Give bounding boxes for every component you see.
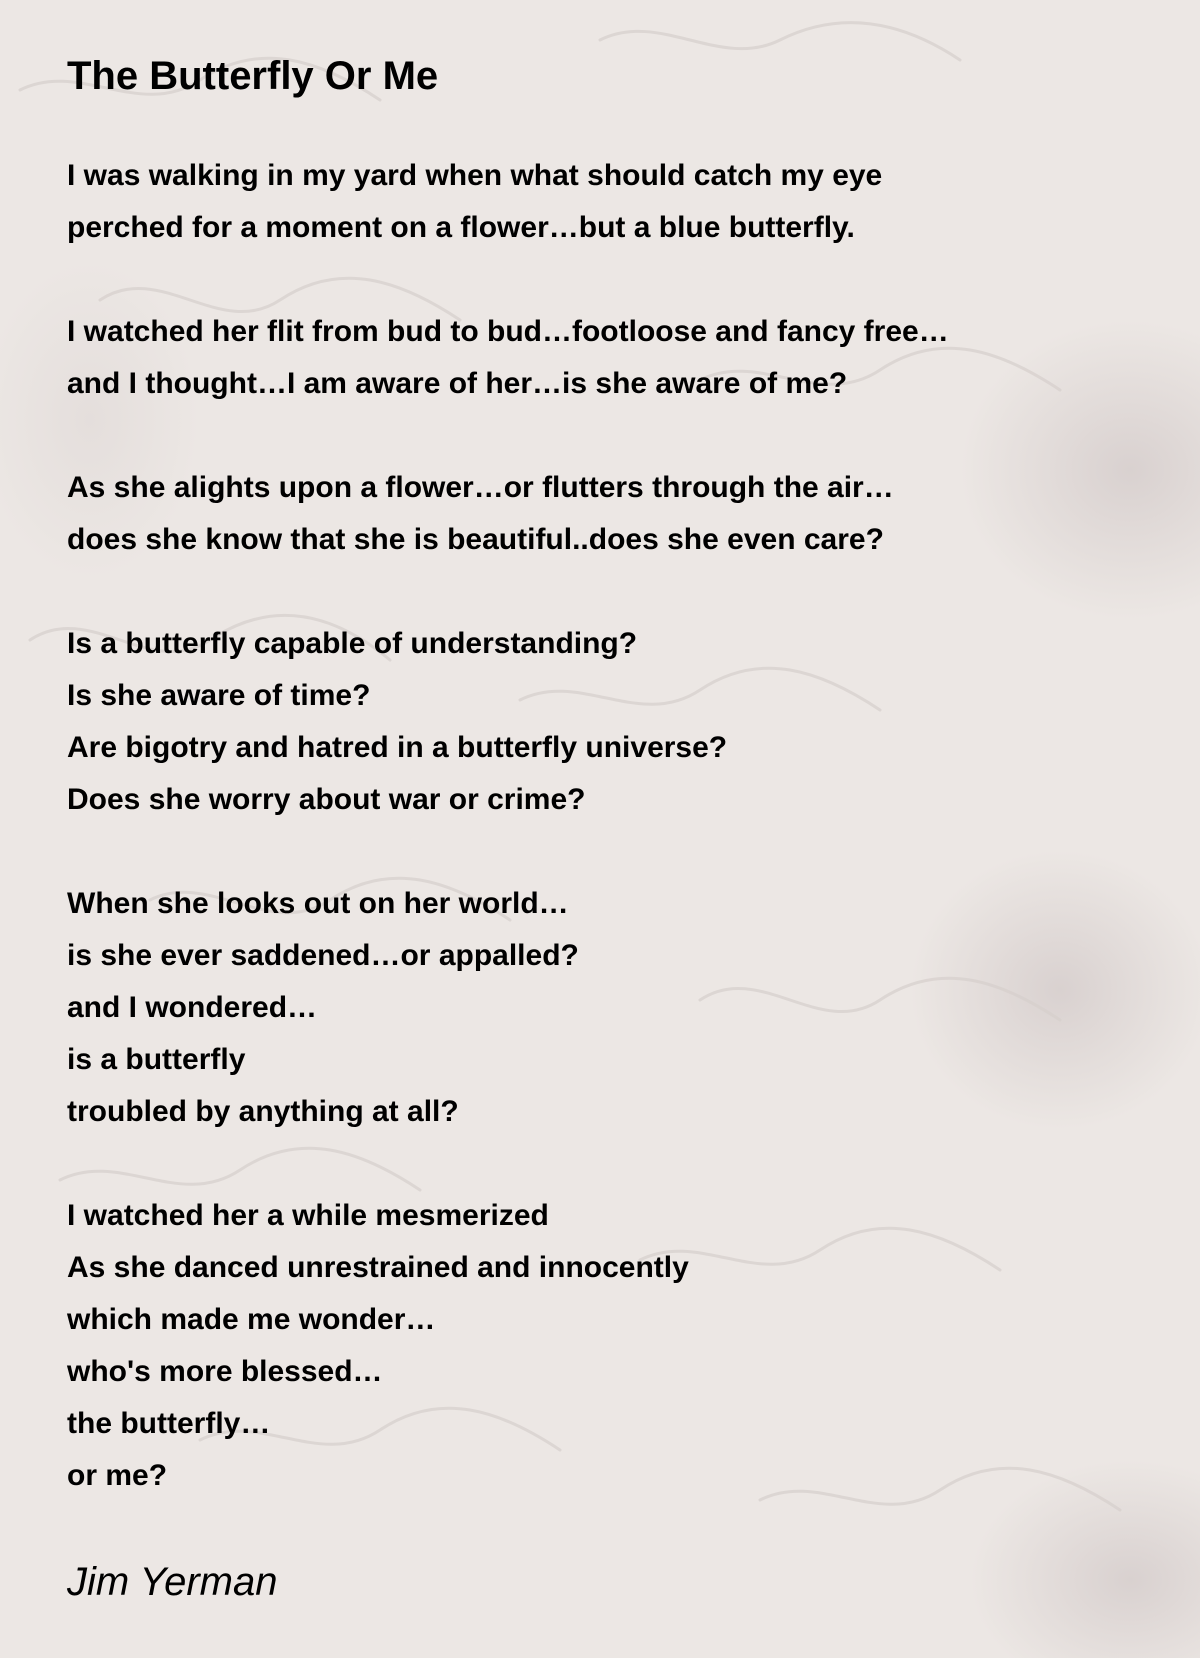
stanza-break <box>67 410 949 462</box>
poem-line: As she danced unrestrained and innocently <box>67 1251 689 1284</box>
poem-line: troubled by anything at all? <box>67 1095 459 1128</box>
stanza-break <box>67 826 949 878</box>
poem-line: Is she aware of time? <box>67 679 371 712</box>
poem-line: I watched her a while mesmerized <box>67 1199 549 1232</box>
poem-line: is a butterfly <box>67 1043 246 1076</box>
poem-line: which made me wonder… <box>67 1303 436 1336</box>
poem-line: As she alights upon a flower…or flutters through the air… <box>67 471 894 504</box>
poem-line: the butterfly… <box>67 1407 271 1440</box>
poem-line: and I thought…I am aware of her…is she aware of me? <box>67 367 848 400</box>
poem-line: and I wondered… <box>67 991 318 1024</box>
poem-title: The Butterfly Or Me <box>67 54 439 98</box>
poem-line: Are bigotry and hatred in a butterfly universe? <box>67 731 728 764</box>
poem-line: Does she worry about war or crime? <box>67 783 586 816</box>
poem-line: perched for a moment on a flower…but a blue butterfly. <box>67 211 855 244</box>
stanza-break <box>67 254 949 306</box>
poem-author: Jim Yerman <box>67 1560 278 1604</box>
poem-line: is she ever saddened…or appalled? <box>67 939 579 972</box>
poem-line: I was walking in my yard when what should catch my eye <box>67 159 883 192</box>
stanza-break <box>67 566 949 618</box>
poem-line: I watched her flit from bud to bud…footloose and fancy free… <box>67 315 949 348</box>
poem-line: or me? <box>67 1459 168 1492</box>
poem-line: When she looks out on her world… <box>67 887 569 920</box>
poem-body <box>67 150 949 1502</box>
stanza-break <box>67 1138 949 1190</box>
poem-line: does she know that she is beautiful..does she even care? <box>67 523 884 556</box>
poem-line: Is a butterfly capable of understanding? <box>67 627 638 660</box>
poem-line: who's more blessed… <box>67 1355 383 1388</box>
